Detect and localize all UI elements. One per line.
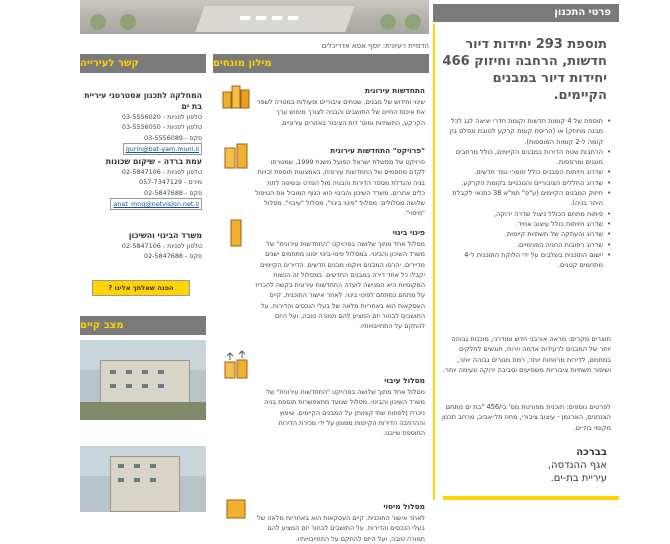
expansion-icon: [221, 350, 251, 380]
bottom-divider: [443, 496, 619, 500]
contact-title: עמת ברדה - שיקום שכונות: [105, 157, 202, 166]
building: [100, 360, 190, 404]
buildings-icon: [221, 80, 251, 110]
window: [142, 370, 148, 374]
window: [118, 464, 124, 468]
contact-header: קשר לעירייה: [80, 54, 206, 73]
bullet-item: • יישום התוכנית בשלבים על ידי הלוקת התוכנית ל-4 מתחמים קטנים.: [441, 250, 611, 271]
window: [110, 370, 116, 374]
photo-ground: [80, 402, 206, 420]
bullet-item: • חיזוק המבנים הקיימים (ע"פ" תמ"א 38 כתנאי לקבלת היתר בניה).: [441, 188, 611, 209]
glossary-term: מסלול מיסוי: [383, 502, 425, 511]
contact-line: פקס - 03-5556089: [144, 133, 202, 142]
contact-line: טלפון לפניות - 03-5556050: [121, 123, 202, 132]
glossary-definition: לאחר אישור התוכנית, קיים העסקאות הוא באחריות מלאה של בעלי הנכסים והדירות. על התושבים לבחור יזם המציע להם תמורה טובה, ועל היזם להתקם על התחייבויותיו.: [257, 514, 425, 543]
window: [126, 370, 132, 374]
contact-email-link[interactable]: gurin@bat-yam.muni.il: [123, 143, 202, 155]
contact-block: [82, 90, 202, 155]
project-headline: תוספת 293 יחידות דיור חדשות, הרחבה וחיזוק 466 יחידות דיור במבנים הקיימים.: [442, 37, 607, 103]
contact-title: משרד הבינוי והשיכון: [128, 231, 202, 240]
window: [158, 384, 164, 388]
project-details-header: פרטי התכנון: [433, 4, 619, 22]
window: [142, 384, 148, 388]
contact-title: המחלקה לתכנון אסטרטגי עיריית בת ים: [84, 91, 202, 111]
bullet-item: • תוספת של 4 קומות חדשות וקומת חדרי יציאה לגג לכל מבנה מחוזק) או (הריסת קומת קרקע לטובת מפלס בין קומה ל-2 קומות המוספות).: [441, 116, 611, 147]
bullet-item: • הרחבות שטח הדירות במבנים הקיימים, כולל מרחבים מוגנים ומרפסות.: [441, 147, 611, 168]
window: [134, 478, 140, 482]
tower-icon: [221, 218, 251, 248]
glossary-term: התחדשות עירונית: [365, 86, 425, 95]
glossary-term: פינוי בינוי: [392, 228, 425, 237]
project-details-column: [433, 0, 619, 512]
glossary-term: מסלול עיבוי: [384, 376, 425, 385]
glossary-column: [213, 0, 429, 543]
window: [158, 370, 164, 374]
sign-greeting: בברכה: [576, 447, 607, 458]
sign-line: עיריית בת-ים.: [550, 473, 607, 484]
bullet-item: • שדרוג חזיתות כולל עיצוב אחיד.: [441, 219, 611, 229]
signature: [437, 446, 607, 485]
window: [118, 478, 124, 482]
bullet-item: • שדרוג והעתקה של תשתיות קיימות.: [441, 229, 611, 239]
contact-block: [82, 156, 202, 210]
contact-line: טלפון לפניות - 02-5847106: [121, 242, 202, 250]
project-bullets: [441, 116, 611, 270]
window: [150, 478, 156, 482]
contact-line: פקס - 02-5847688: [144, 252, 202, 261]
contact-column: [80, 0, 206, 512]
house-icon: [221, 490, 251, 520]
contact-line: טלפון לפניות - 03-5556020: [121, 113, 202, 121]
contact-line: מירס - 057-7347129: [139, 178, 202, 187]
details-paragraph: לפרטים נוספים: תוכנית מפורטת מס' בי/456 "בת ים מתחם הצנחנים, הארגמן - עיצוב ציבורי, מחוז תל-אביב, מרחב תכנון מקומי בת-ים.: [441, 403, 611, 432]
contact-block: [82, 230, 202, 262]
glossary-definition: מסלול אחד מתוך שלושה בפרויקט "התחדשות עירונית" של משרד השיכון והבינוי. במסלול פינוי-בינוי יפונו מתחמים ישנים מדיירים, יהרסו המבנים ויוקמו מבנים חדשים. הדיירים הקיימים יקבלו כל אחד דירה במבנים החדשים. במסלול זה הנשות המקומיות היא המגישה לועדה התחדשות עירונית בקשה להכריז על מתחם כמתחם לפינוי בינוי. לאחר אישור התוכנית, קיים העסקאות הוא באחריות מלאה של בעלי הנכסים והדירות. על התושבים לבחור יזם המציע להם תמורה טובה, ועל היזם להתקם על התחייבויותיו.: [255, 240, 425, 331]
ask-question-button[interactable]: הפנה שאלתך אלינו ?: [92, 280, 190, 296]
hero-caption: הדמיית רעיונית: יוסף אסא אדריכלים: [321, 42, 429, 50]
glossary-definition: מסלול אחד מתוך שלושה בפרויקט "התחדשות עירונית" של משרד השיכון והבינוי, מסלול שנועד מתאפשרות תוספת בניה ניכרת (לפחות שתי קומות) על המבנים הקיימים. שיפוץ וההרחבה הדירות הקיימות ממומן על ידי מכירת הדירות התוספת שייבנו.: [264, 388, 425, 438]
bullet-item: • פיתוח מתחם הכולל ניצול שדרה ירוקה,: [441, 209, 611, 219]
outcomes-paragraph: תוצרים מקרים: מראה אורבני חדש ומודרני, מוכנות גבוהה יותר של המבנים לרעידות אדמה וירות, חוגשים לחלקים במתחם, לדירות מרווחות יותר, רמת מגורים גבוהה יותר, ושיפור תשתיות ציבוריות משפיעים וסביבה ירוקה ונעימה יותר.: [443, 335, 611, 374]
window: [110, 384, 116, 388]
window: [150, 464, 156, 468]
buildings-icon: [221, 140, 251, 170]
contact-line: פקס - 02-5847688: [144, 188, 202, 197]
glossary-definition: שינוי וחידוש של מבנים, שטחים ציבוריים ופעולות במטרה לשפר את איכות החיים של התושבים והבניה לצורך מימוש ערך הקרקע, התשתיות ומוס' דות הציבור באזורים עירוניים.: [256, 98, 425, 127]
bullet-item: • שדרוג החללים הציבוריים והטכניים בקומת הקרקע.: [441, 178, 611, 188]
contact-email-link[interactable]: anat_mng@netvision.net.il: [110, 198, 202, 210]
glossary-term: "פרויקט" התחדשות עירונית: [330, 146, 425, 155]
window: [134, 464, 140, 468]
window: [126, 384, 132, 388]
existing-building-photo: [80, 340, 206, 420]
bullet-item: • שדרוג רחובות החניה הפנימיים.: [441, 240, 611, 250]
glossary-definition: פרויקט של ממשלת ישראל הפועל משנת 1999, שמטרתו לקדם מתחמים של התחדשות עירונית, באמצעות תוספת זכויות בניה והגדלת מספר הדירות והבניה מול הפרט ובשיטה לתת כלים אחרים. משרד השיכון והבינוי הוא הגוף המוביל את הטיפול שלושה מסלולים: מסלול "פינוי בינוי", מסלול "עיבוי", מסלול "מיסוי".: [255, 158, 425, 218]
existing-building-photo: [80, 446, 206, 512]
glossary-header: מילון מונחים: [213, 54, 429, 73]
bullet-item: • שדרוג חזיתות המבנים כולל חומרי גמר חדשים.: [441, 167, 611, 177]
current-status-header: מצב קיים: [80, 316, 206, 335]
sign-line: אגף ההנדסה,: [547, 460, 607, 471]
contact-line: טלפון לפניות - 02-5847106: [121, 168, 202, 176]
